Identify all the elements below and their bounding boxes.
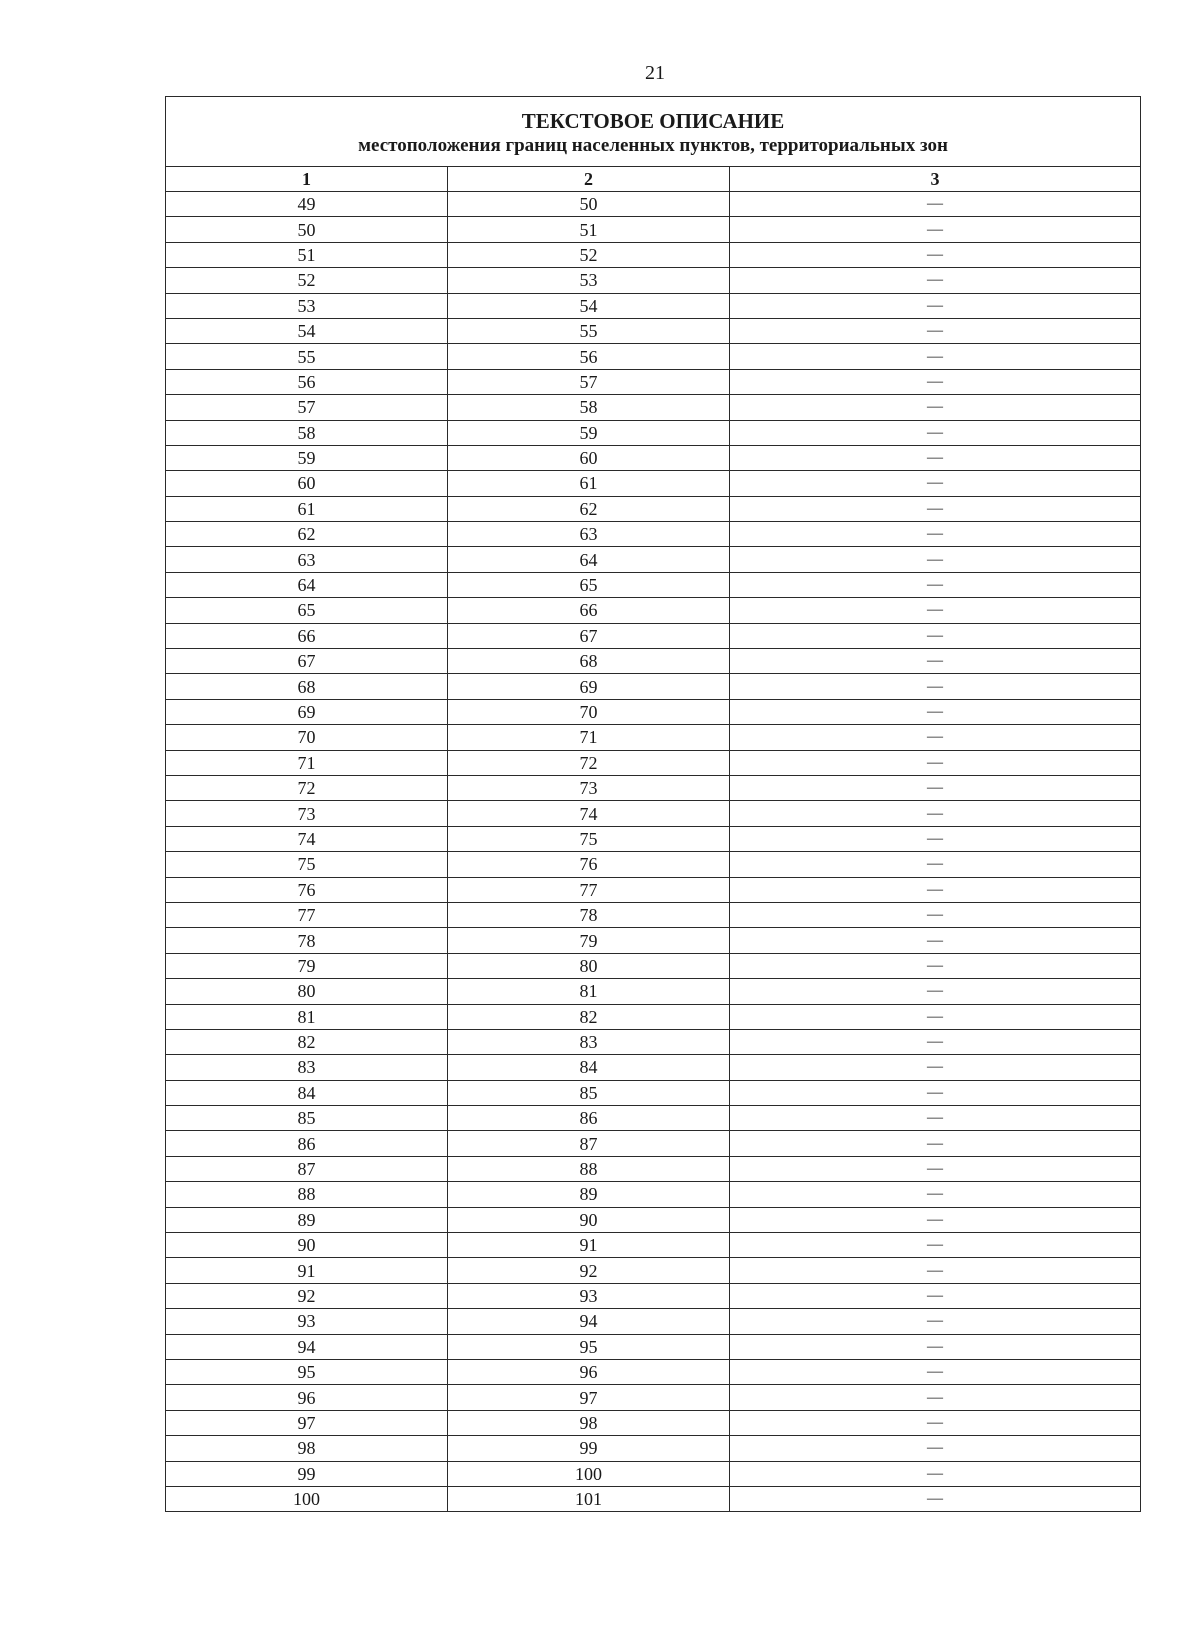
cell-to-point: 69 — [448, 674, 730, 699]
cell-from-point: 66 — [166, 623, 448, 648]
cell-from-point: 80 — [166, 979, 448, 1004]
cell-from-point: 60 — [166, 471, 448, 496]
cell-from-point: 67 — [166, 649, 448, 674]
table-row — [166, 953, 1141, 978]
cell-to-point: 92 — [448, 1258, 730, 1283]
cell-description: — — [730, 395, 1141, 420]
cell-to-point: 53 — [448, 268, 730, 293]
cell-description: — — [730, 1359, 1141, 1384]
cell-description: — — [730, 1410, 1141, 1435]
table-row — [166, 293, 1141, 318]
table-row — [166, 1131, 1141, 1156]
cell-description: — — [730, 725, 1141, 750]
cell-to-point: 75 — [448, 826, 730, 851]
cell-from-point: 69 — [166, 699, 448, 724]
cell-to-point: 52 — [448, 242, 730, 267]
cell-from-point: 77 — [166, 902, 448, 927]
cell-description: — — [730, 1283, 1141, 1308]
cell-to-point: 81 — [448, 979, 730, 1004]
table-row — [166, 649, 1141, 674]
cell-description: — — [730, 1436, 1141, 1461]
table-row — [166, 902, 1141, 927]
table-row — [166, 522, 1141, 547]
cell-from-point: 92 — [166, 1283, 448, 1308]
cell-from-point: 98 — [166, 1436, 448, 1461]
table-row — [166, 547, 1141, 572]
cell-to-point: 77 — [448, 877, 730, 902]
table-row — [166, 801, 1141, 826]
cell-from-point: 97 — [166, 1410, 448, 1435]
cell-description: — — [730, 649, 1141, 674]
table-row — [166, 1207, 1141, 1232]
cell-from-point: 70 — [166, 725, 448, 750]
cell-from-point: 64 — [166, 572, 448, 597]
table-title-cell — [166, 97, 1141, 167]
cell-to-point: 94 — [448, 1309, 730, 1334]
cell-to-point: 68 — [448, 649, 730, 674]
cell-description: — — [730, 1029, 1141, 1054]
cell-from-point: 82 — [166, 1029, 448, 1054]
table-row — [166, 192, 1141, 217]
cell-to-point: 78 — [448, 902, 730, 927]
table-row — [166, 1055, 1141, 1080]
cell-to-point: 99 — [448, 1436, 730, 1461]
table-row — [166, 496, 1141, 521]
table-row — [166, 344, 1141, 369]
cell-description: — — [730, 496, 1141, 521]
cell-from-point: 87 — [166, 1156, 448, 1181]
cell-description: — — [730, 801, 1141, 826]
cell-description: — — [730, 1131, 1141, 1156]
cell-to-point: 95 — [448, 1334, 730, 1359]
table-row — [166, 750, 1141, 775]
cell-to-point: 89 — [448, 1182, 730, 1207]
table-row — [166, 1106, 1141, 1131]
cell-to-point: 50 — [448, 192, 730, 217]
cell-to-point: 65 — [448, 572, 730, 597]
cell-from-point: 96 — [166, 1385, 448, 1410]
cell-to-point: 98 — [448, 1410, 730, 1435]
cell-from-point: 88 — [166, 1182, 448, 1207]
cell-to-point: 88 — [448, 1156, 730, 1181]
table-row — [166, 395, 1141, 420]
table-row — [166, 928, 1141, 953]
cell-to-point: 79 — [448, 928, 730, 953]
table-row — [166, 775, 1141, 800]
cell-description: — — [730, 1334, 1141, 1359]
cell-from-point: 54 — [166, 318, 448, 343]
cell-description: — — [730, 852, 1141, 877]
cell-description: — — [730, 268, 1141, 293]
column-header-3: 3 — [730, 167, 1141, 192]
cell-description: — — [730, 902, 1141, 927]
table-row — [166, 1309, 1141, 1334]
cell-from-point: 83 — [166, 1055, 448, 1080]
table-row — [166, 674, 1141, 699]
table-row — [166, 1461, 1141, 1486]
table-row — [166, 979, 1141, 1004]
table-row — [166, 1385, 1141, 1410]
cell-to-point: 63 — [448, 522, 730, 547]
table-row — [166, 1156, 1141, 1181]
cell-description: — — [730, 1486, 1141, 1511]
cell-from-point: 63 — [166, 547, 448, 572]
table-row — [166, 1334, 1141, 1359]
cell-description: — — [730, 1461, 1141, 1486]
cell-to-point: 61 — [448, 471, 730, 496]
cell-to-point: 76 — [448, 852, 730, 877]
table-row — [166, 369, 1141, 394]
cell-from-point: 94 — [166, 1334, 448, 1359]
cell-from-point: 85 — [166, 1106, 448, 1131]
table-row — [166, 725, 1141, 750]
table-row — [166, 1004, 1141, 1029]
cell-from-point: 99 — [166, 1461, 448, 1486]
cell-from-point: 73 — [166, 801, 448, 826]
cell-from-point: 68 — [166, 674, 448, 699]
cell-description: — — [730, 1182, 1141, 1207]
cell-from-point: 55 — [166, 344, 448, 369]
cell-to-point: 70 — [448, 699, 730, 724]
table-row — [166, 852, 1141, 877]
cell-description: — — [730, 572, 1141, 597]
cell-to-point: 83 — [448, 1029, 730, 1054]
cell-from-point: 50 — [166, 217, 448, 242]
cell-to-point: 82 — [448, 1004, 730, 1029]
cell-to-point: 101 — [448, 1486, 730, 1511]
cell-description: — — [730, 750, 1141, 775]
cell-to-point: 67 — [448, 623, 730, 648]
cell-to-point: 62 — [448, 496, 730, 521]
cell-from-point: 49 — [166, 192, 448, 217]
cell-to-point: 74 — [448, 801, 730, 826]
cell-description: — — [730, 1309, 1141, 1334]
cell-to-point: 73 — [448, 775, 730, 800]
cell-description: — — [730, 1233, 1141, 1258]
cell-to-point: 59 — [448, 420, 730, 445]
cell-from-point: 91 — [166, 1258, 448, 1283]
cell-description: — — [730, 1156, 1141, 1181]
cell-from-point: 75 — [166, 852, 448, 877]
cell-from-point: 81 — [166, 1004, 448, 1029]
cell-to-point: 84 — [448, 1055, 730, 1080]
cell-from-point: 62 — [166, 522, 448, 547]
cell-from-point: 95 — [166, 1359, 448, 1384]
table-row — [166, 217, 1141, 242]
cell-to-point: 72 — [448, 750, 730, 775]
cell-description: — — [730, 1055, 1141, 1080]
cell-from-point: 79 — [166, 953, 448, 978]
cell-description: — — [730, 471, 1141, 496]
cell-description: — — [730, 1106, 1141, 1131]
cell-from-point: 90 — [166, 1233, 448, 1258]
cell-description: — — [730, 1004, 1141, 1029]
cell-description: — — [730, 369, 1141, 394]
cell-description: — — [730, 242, 1141, 267]
cell-from-point: 72 — [166, 775, 448, 800]
cell-description: — — [730, 674, 1141, 699]
cell-from-point: 100 — [166, 1486, 448, 1511]
cell-from-point: 51 — [166, 242, 448, 267]
cell-to-point: 54 — [448, 293, 730, 318]
cell-description: — — [730, 420, 1141, 445]
table-row — [166, 1029, 1141, 1054]
table-row — [166, 1283, 1141, 1308]
cell-from-point: 78 — [166, 928, 448, 953]
table-row — [166, 1233, 1141, 1258]
cell-to-point: 96 — [448, 1359, 730, 1384]
cell-from-point: 65 — [166, 598, 448, 623]
column-header-2: 2 — [448, 167, 730, 192]
table-row — [166, 572, 1141, 597]
cell-to-point: 58 — [448, 395, 730, 420]
cell-from-point: 89 — [166, 1207, 448, 1232]
cell-to-point: 51 — [448, 217, 730, 242]
cell-description: — — [730, 928, 1141, 953]
table-row — [166, 318, 1141, 343]
cell-to-point: 64 — [448, 547, 730, 572]
cell-from-point: 52 — [166, 268, 448, 293]
table-row — [166, 1436, 1141, 1461]
table-row — [166, 826, 1141, 851]
cell-description: — — [730, 775, 1141, 800]
cell-to-point: 55 — [448, 318, 730, 343]
table-row — [166, 1080, 1141, 1105]
cell-from-point: 59 — [166, 445, 448, 470]
table-row — [166, 1486, 1141, 1511]
cell-description: — — [730, 699, 1141, 724]
column-header-1: 1 — [166, 167, 448, 192]
cell-from-point: 71 — [166, 750, 448, 775]
cell-from-point: 57 — [166, 395, 448, 420]
table-title: ТЕКСТОВОЕ ОПИСАНИЕ — [521, 108, 785, 133]
cell-description: — — [730, 826, 1141, 851]
cell-from-point: 86 — [166, 1131, 448, 1156]
cell-from-point: 56 — [166, 369, 448, 394]
table-row — [166, 268, 1141, 293]
page-number: 21 — [645, 62, 665, 84]
cell-to-point: 80 — [448, 953, 730, 978]
cell-from-point: 53 — [166, 293, 448, 318]
cell-to-point: 56 — [448, 344, 730, 369]
cell-description: — — [730, 598, 1141, 623]
cell-from-point: 84 — [166, 1080, 448, 1105]
table-row — [166, 445, 1141, 470]
table-row — [166, 598, 1141, 623]
cell-from-point: 61 — [166, 496, 448, 521]
table-row — [166, 420, 1141, 445]
cell-to-point: 91 — [448, 1233, 730, 1258]
cell-from-point: 76 — [166, 877, 448, 902]
cell-to-point: 71 — [448, 725, 730, 750]
cell-to-point: 57 — [448, 369, 730, 394]
cell-description: — — [730, 1258, 1141, 1283]
cell-description: — — [730, 547, 1141, 572]
table-row — [166, 1182, 1141, 1207]
cell-to-point: 100 — [448, 1461, 730, 1486]
cell-description: — — [730, 953, 1141, 978]
cell-to-point: 66 — [448, 598, 730, 623]
cell-description: — — [730, 522, 1141, 547]
cell-description: — — [730, 318, 1141, 343]
cell-to-point: 86 — [448, 1106, 730, 1131]
cell-to-point: 97 — [448, 1385, 730, 1410]
cell-description: — — [730, 445, 1141, 470]
cell-description: — — [730, 623, 1141, 648]
table-row — [166, 1410, 1141, 1435]
cell-from-point: 93 — [166, 1309, 448, 1334]
table-row — [166, 1359, 1141, 1384]
cell-description: — — [730, 1385, 1141, 1410]
cell-description: — — [730, 1080, 1141, 1105]
table-row — [166, 699, 1141, 724]
column-header-row — [166, 167, 1141, 192]
cell-to-point: 60 — [448, 445, 730, 470]
table-row — [166, 1258, 1141, 1283]
cell-to-point: 85 — [448, 1080, 730, 1105]
cell-to-point: 93 — [448, 1283, 730, 1308]
table-row — [166, 877, 1141, 902]
table-row — [166, 242, 1141, 267]
table-body — [166, 192, 1141, 1512]
cell-from-point: 58 — [166, 420, 448, 445]
table-subtitle: местоположения границ населенных пунктов, территориальных зон — [358, 134, 948, 156]
cell-from-point: 74 — [166, 826, 448, 851]
cell-description: — — [730, 217, 1141, 242]
cell-description: — — [730, 344, 1141, 369]
table-row — [166, 623, 1141, 648]
cell-to-point: 87 — [448, 1131, 730, 1156]
cell-description: — — [730, 1207, 1141, 1232]
boundary-description-table — [165, 96, 1141, 1512]
cell-description: — — [730, 979, 1141, 1004]
cell-description: — — [730, 192, 1141, 217]
cell-description: — — [730, 293, 1141, 318]
cell-to-point: 90 — [448, 1207, 730, 1232]
table-row — [166, 471, 1141, 496]
cell-description: — — [730, 877, 1141, 902]
